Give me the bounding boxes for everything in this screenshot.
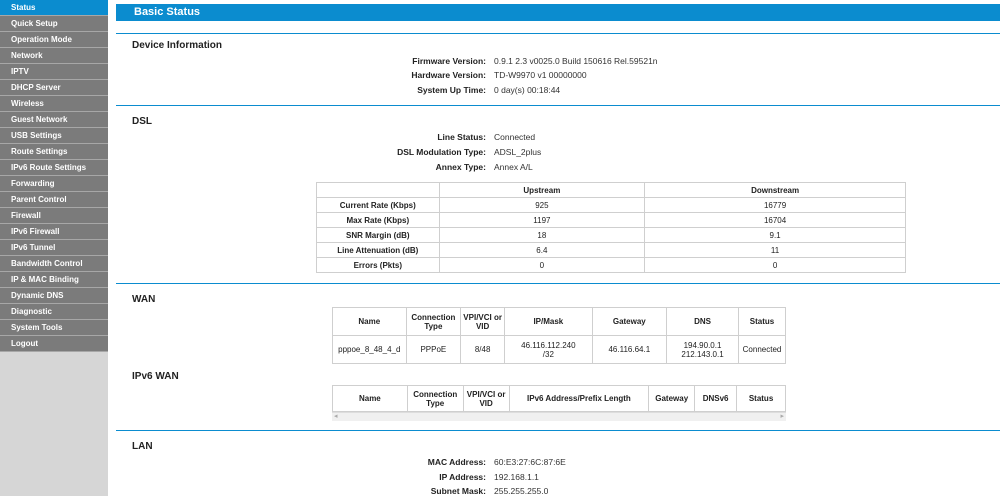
firmware-label: Firmware Version: [412,56,486,66]
wan-status: Connected [738,336,785,364]
table-row [317,228,906,243]
dsl-title: DSL [132,116,152,127]
row-label: Line Attenuation (dB) [317,243,440,258]
downstream-value: 11 [645,243,906,258]
sidebar-item-usb-settings[interactable]: USB Settings [0,128,108,144]
downstream-value: 16704 [645,213,906,228]
wan-title: WAN [132,294,156,305]
uptime-label: System Up Time: [417,85,486,95]
downstream-value: 9.1 [645,228,906,243]
downstream-value: 16779 [645,198,906,213]
sidebar-item-wireless[interactable]: Wireless [0,96,108,112]
wan-ip [505,336,592,364]
ipv6-col-connection-type: Connection Type [407,386,463,412]
wan-col-gateway: Gateway [592,308,666,336]
row-label: Current Rate (Kbps) [317,198,440,213]
wan-type: PPPoE [406,336,461,364]
modulation-label: DSL Modulation Type: [397,147,486,157]
mac-label: MAC Address: [427,457,486,467]
mac-row [116,457,566,469]
line-status-row [116,132,536,144]
sidebar-item-system-tools[interactable]: System Tools [0,320,108,336]
sidebar-item-iptv[interactable]: IPTV [0,64,108,80]
wan-dns [667,336,739,364]
sidebar-item-ipv6-firewall[interactable]: IPv6 Firewall [0,224,108,240]
annex-label: Annex Type: [435,162,486,172]
line-status-value: Connected [494,132,536,142]
hardware-value: TD-W9970 v1 00000000 [494,70,587,80]
upstream-value: 925 [439,198,645,213]
lan-ip-value: 192.168.1.1 [494,472,539,482]
sidebar-item-ip-mac-binding[interactable]: IP & MAC Binding [0,272,108,288]
sidebar-item-network[interactable]: Network [0,48,108,64]
row-label: Max Rate (Kbps) [317,213,440,228]
sidebar-item-forwarding[interactable]: Forwarding [0,176,108,192]
mask-row [116,486,549,498]
upstream-value: 6.4 [439,243,645,258]
annex-value: Annex A/L [494,162,533,172]
wan-ip-line2: /32 [542,349,554,359]
ipv6-horizontal-scrollbar[interactable] [332,412,786,421]
mask-value: 255.255.255.0 [494,486,549,496]
upstream-value: 1197 [439,213,645,228]
table-row [317,243,906,258]
page-title: Basic Status [116,4,1000,21]
lan-ip-label: IP Address: [439,472,486,482]
wan-dns1: 194.90.0.1 [683,340,722,350]
wan-vpi: 8/48 [461,336,505,364]
downstream-value: 0 [645,258,906,273]
divider [116,105,1000,106]
ipv6-col-status: Status [737,386,786,412]
sidebar-item-diagnostic[interactable]: Diagnostic [0,304,108,320]
sidebar-item-guest-network[interactable]: Guest Network [0,112,108,128]
dsl-stats-table [316,182,906,273]
wan-name: pppoe_8_48_4_d [333,336,407,364]
sidebar-item-quick-setup[interactable]: Quick Setup [0,16,108,32]
hardware-row [116,70,587,82]
scroll-right-icon[interactable]: ▸ [780,413,784,420]
ipv6-col-gateway: Gateway [649,386,695,412]
sidebar-item-firewall[interactable]: Firewall [0,208,108,224]
upstream-value: 18 [439,228,645,243]
lan-title: LAN [132,441,153,452]
annex-row [116,162,533,174]
sidebar-item-logout[interactable]: Logout [0,336,108,352]
modulation-row [116,147,542,159]
firmware-value: 0.9.1 2.3 v0025.0 Build 150616 Rel.59521n [494,56,658,66]
sidebar-item-parent-control[interactable]: Parent Control [0,192,108,208]
uptime-value: 0 day(s) 00:18:44 [494,85,561,95]
sidebar-item-status[interactable]: Status [0,0,108,16]
ipv6-col-vpi: VPI/VCI or VID [463,386,509,412]
row-label: Errors (Pkts) [317,258,440,273]
dsl-header-empty [317,183,440,198]
sidebar-item-operation-mode[interactable]: Operation Mode [0,32,108,48]
lan-ip-row [116,472,539,484]
wan-table [332,307,786,364]
ipv6-col-address: IPv6 Address/Prefix Length [509,386,649,412]
dsl-header-downstream: Downstream [645,183,906,198]
wan-col-connection-type: Connection Type [406,308,461,336]
modulation-value: ADSL_2plus [494,147,542,157]
table-row [317,213,906,228]
divider [116,430,1000,431]
main-content [116,0,1000,496]
ipv6-col-name: Name [333,386,408,412]
wan-ip-line1: 46.116.112.240 [521,340,576,350]
table-row [317,258,906,273]
ipv6-wan-table [332,385,786,412]
hardware-label: Hardware Version: [411,70,486,80]
mac-value: 60:E3:27:6C:87:6E [494,457,566,467]
device-info-title: Device Information [132,40,223,51]
wan-dns2: 212.143.0.1 [681,349,724,359]
sidebar-item-ipv6-route-settings[interactable]: IPv6 Route Settings [0,160,108,176]
dsl-header-upstream: Upstream [439,183,645,198]
divider [116,283,1000,284]
sidebar-item-bandwidth-control[interactable]: Bandwidth Control [0,256,108,272]
table-row [333,336,786,364]
wan-col-dns: DNS [667,308,739,336]
upstream-value: 0 [439,258,645,273]
wan-col-status: Status [738,308,785,336]
wan-col-ipmask: IP/Mask [505,308,592,336]
mask-label: Subnet Mask: [430,486,486,496]
table-row [317,198,906,213]
line-status-label: Line Status: [437,132,486,142]
wan-col-name: Name [333,308,407,336]
sidebar [0,0,108,496]
sidebar-item-dynamic-dns[interactable]: Dynamic DNS [0,288,108,304]
sidebar-item-dhcp-server[interactable]: DHCP Server [0,80,108,96]
sidebar-item-route-settings[interactable]: Route Settings [0,144,108,160]
sidebar-item-ipv6-tunnel[interactable]: IPv6 Tunnel [0,240,108,256]
firmware-row [116,56,658,68]
uptime-row [116,85,561,97]
wan-gateway: 46.116.64.1 [592,336,666,364]
wan-col-vpi: VPI/VCI or VID [461,308,505,336]
row-label: SNR Margin (dB) [317,228,440,243]
scroll-left-icon[interactable]: ◂ [334,413,338,420]
ipv6-col-dnsv6: DNSv6 [695,386,737,412]
divider [116,33,1000,34]
ipv6-wan-title: IPv6 WAN [132,371,179,382]
